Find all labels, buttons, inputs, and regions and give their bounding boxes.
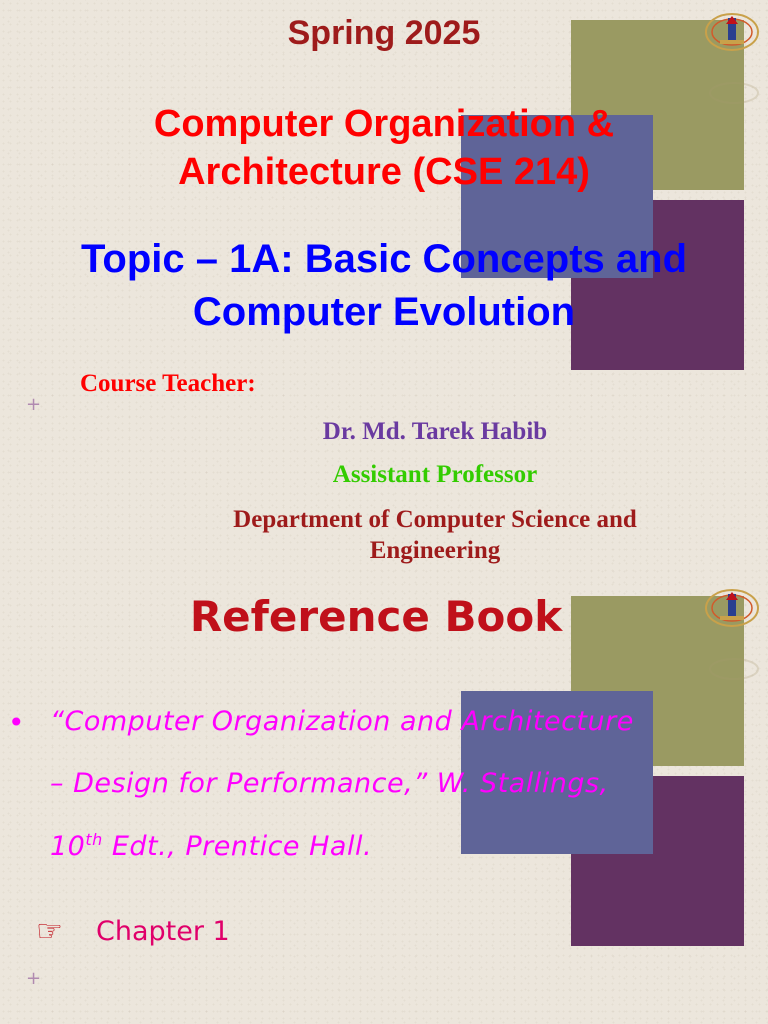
faded-logo-icon: [704, 654, 764, 698]
semester-title: Spring 2025: [287, 14, 481, 52]
topic-title-line-2: Computer Evolution: [192, 290, 576, 334]
reference-slide: [0, 576, 768, 1024]
department-line-1: Department of Computer Science and: [233, 506, 637, 533]
pointing-hand-icon: ☞: [36, 914, 63, 949]
course-teacher-label: Course Teacher:: [80, 370, 256, 397]
book-line-1: “Computer Organization and Architecture: [50, 706, 634, 737]
book-line-2: – Design for Performance,” W. Stallings,: [50, 768, 609, 799]
slide-bullet-plus: +: [26, 968, 42, 989]
teacher-title: Assistant Professor: [332, 461, 538, 488]
edition-number: 10: [50, 831, 86, 862]
edition-superscript: th: [85, 830, 103, 849]
reference-book-heading: Reference Book: [189, 592, 563, 641]
teacher-name: Dr. Md. Tarek Habib: [322, 418, 548, 445]
slide-bullet-plus: +: [26, 394, 42, 415]
course-title-line-2: Architecture (CSE 214): [178, 151, 590, 193]
topic-title-line-1: Topic – 1A: Basic Concepts and: [80, 237, 688, 281]
course-title-line-1: Computer Organization &: [153, 103, 615, 145]
book-line-3: [50, 830, 372, 862]
edition-publisher: Edt., Prentice Hall.: [102, 831, 373, 862]
reference-bullet: •: [8, 706, 25, 739]
department-line-2: Engineering: [369, 537, 501, 564]
chapter-label: Chapter 1: [96, 916, 230, 947]
